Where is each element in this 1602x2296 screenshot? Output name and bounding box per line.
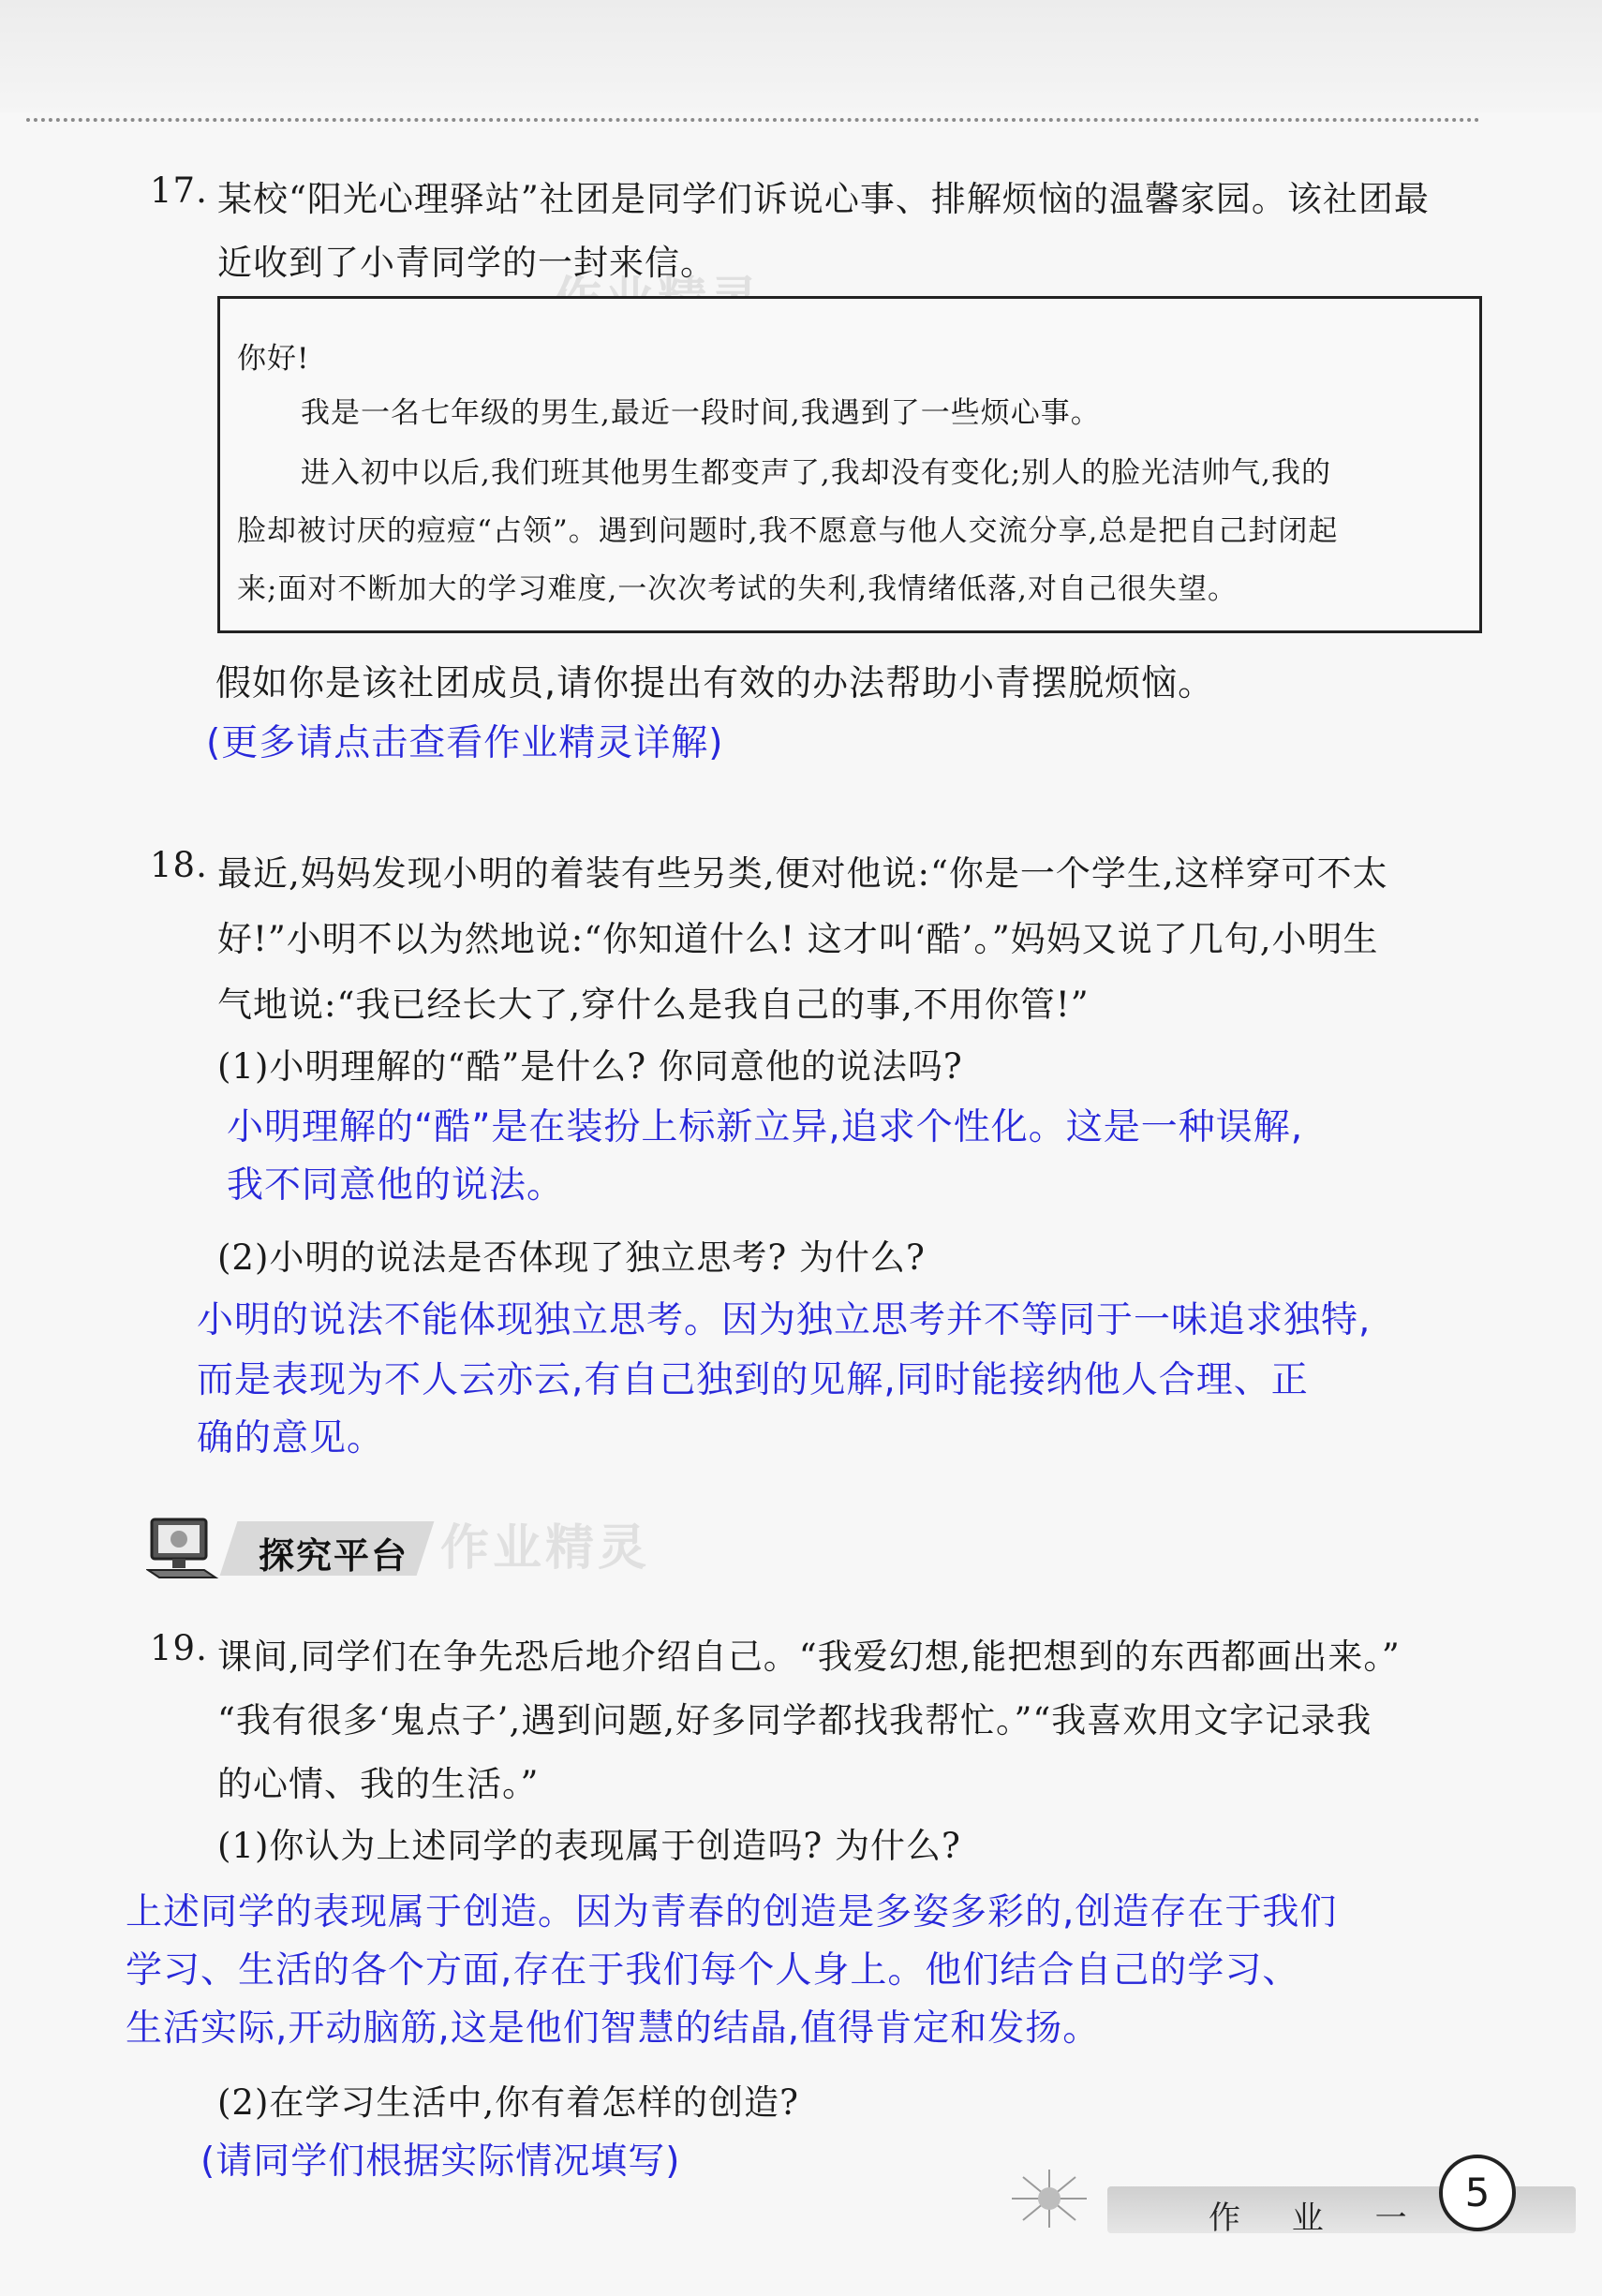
letter-greeting: 你好! xyxy=(237,342,310,376)
sun-decoration-icon xyxy=(1002,2166,1096,2231)
q18-answer-2-line2: 而是表现为不人云亦云,有自己独到的见解,同时能接纳他人合理、正 xyxy=(197,1359,1309,1401)
q17-text-line1: 某校“阳光心理驿站”社团是同学们诉说心事、排解烦恼的温馨家园。该社团最 xyxy=(217,179,1430,219)
q18-text-line1: 最近,妈妈发现小明的着装有些另类,便对他说:“你是一个学生,这样穿可不太 xyxy=(217,853,1388,894)
q18-answer-2-line1: 小明的说法不能体现独立思考。因为独立思考并不等同于一味追求独特, xyxy=(197,1299,1372,1341)
q18-sub-question-1: (1)小明理解的“酷”是什么? 你同意他的说法吗? xyxy=(217,1046,963,1087)
page-number: 5 xyxy=(1439,2155,1516,2231)
computer-icon xyxy=(146,1516,221,1581)
section-header xyxy=(146,1506,427,1587)
q18-answer-2-line3: 确的意见。 xyxy=(197,1417,385,1459)
page-top-band xyxy=(0,0,1602,112)
q18-text-line3: 气地说:“我已经长大了,穿什么是我自己的事,不用你管!” xyxy=(217,985,1090,1025)
q19-answer-2: (请同学们根据实际情况填写) xyxy=(200,2140,681,2183)
letter-box xyxy=(217,296,1482,633)
dotted-divider xyxy=(26,118,1480,122)
footer-label: 作 业 一 xyxy=(1209,2200,1428,2237)
letter-paragraph-2-line1: 进入初中以后,我们班其他男生都变声了,我却没有变化;别人的脸光洁帅气,我的 xyxy=(301,456,1332,490)
q19-sub-question-2: (2)在学习生活中,你有着怎样的创造? xyxy=(217,2082,800,2123)
q19-answer-1-line1: 上述同学的表现属于创造。因为青春的创造是多姿多彩的,创造存在于我们 xyxy=(126,1891,1338,1933)
letter-paragraph-2-line2: 脸却被讨厌的痘痘“占领”。遇到问题时,我不愿意与他人交流分享,总是把自己封闭起 xyxy=(237,514,1339,548)
letter-paragraph-1: 我是一名七年级的男生,最近一段时间,我遇到了一些烦心事。 xyxy=(301,396,1101,430)
q17-answer-link[interactable]: (更多请点击查看作业精灵详解) xyxy=(206,722,724,764)
q19-text-line2: “我有很多‘鬼点子’,遇到问题,好多同学都找我帮忙。”“我喜欢用文字记录我 xyxy=(217,1700,1372,1741)
q19-answer-1-line3: 生活实际,开动脑筋,这是他们智慧的结晶,值得肯定和发扬。 xyxy=(126,2007,1101,2050)
q18-number: 18. xyxy=(150,845,208,885)
q19-answer-1-line2: 学习、生活的各个方面,存在于我们每个人身上。他们结合自己的学习、 xyxy=(126,1949,1300,1992)
q17-text-line2: 近收到了小青同学的一封来信。 xyxy=(217,243,716,283)
q18-answer-1-line2: 我不同意他的说法。 xyxy=(227,1164,565,1207)
letter-paragraph-2-line3: 来;面对不断加大的学习难度,一次次考试的失利,我情绪低落,对自己很失望。 xyxy=(237,572,1239,606)
q19-number: 19. xyxy=(150,1628,208,1668)
q19-text-line3: 的心情、我的生活。” xyxy=(217,1764,540,1804)
watermark-2: 作业精灵 xyxy=(440,1520,651,1577)
q17-prompt: 假如你是该社团成员,请你提出有效的办法帮助小青摆脱烦恼。 xyxy=(215,662,1215,704)
q19-text-line1: 课间,同学们在争先恐后地介绍自己。“我爱幻想,能把想到的东西都画出来。” xyxy=(217,1637,1401,1677)
q19-sub-question-1: (1)你认为上述同学的表现属于创造吗? 为什么? xyxy=(217,1826,961,1866)
q18-sub-question-2: (2)小明的说法是否体现了独立思考? 为什么? xyxy=(217,1237,926,1278)
q18-answer-1-line1: 小明理解的“酷”是在装扮上标新立异,追求个性化。这是一种误解, xyxy=(227,1106,1304,1148)
q17-number: 17. xyxy=(150,170,208,211)
q18-text-line2: 好!”小明不以为然地说:“你知道什么! 这才叫‘酷’。”妈妈又说了几句,小明生 xyxy=(217,919,1379,959)
section-title: 探究平台 xyxy=(259,1535,409,1577)
